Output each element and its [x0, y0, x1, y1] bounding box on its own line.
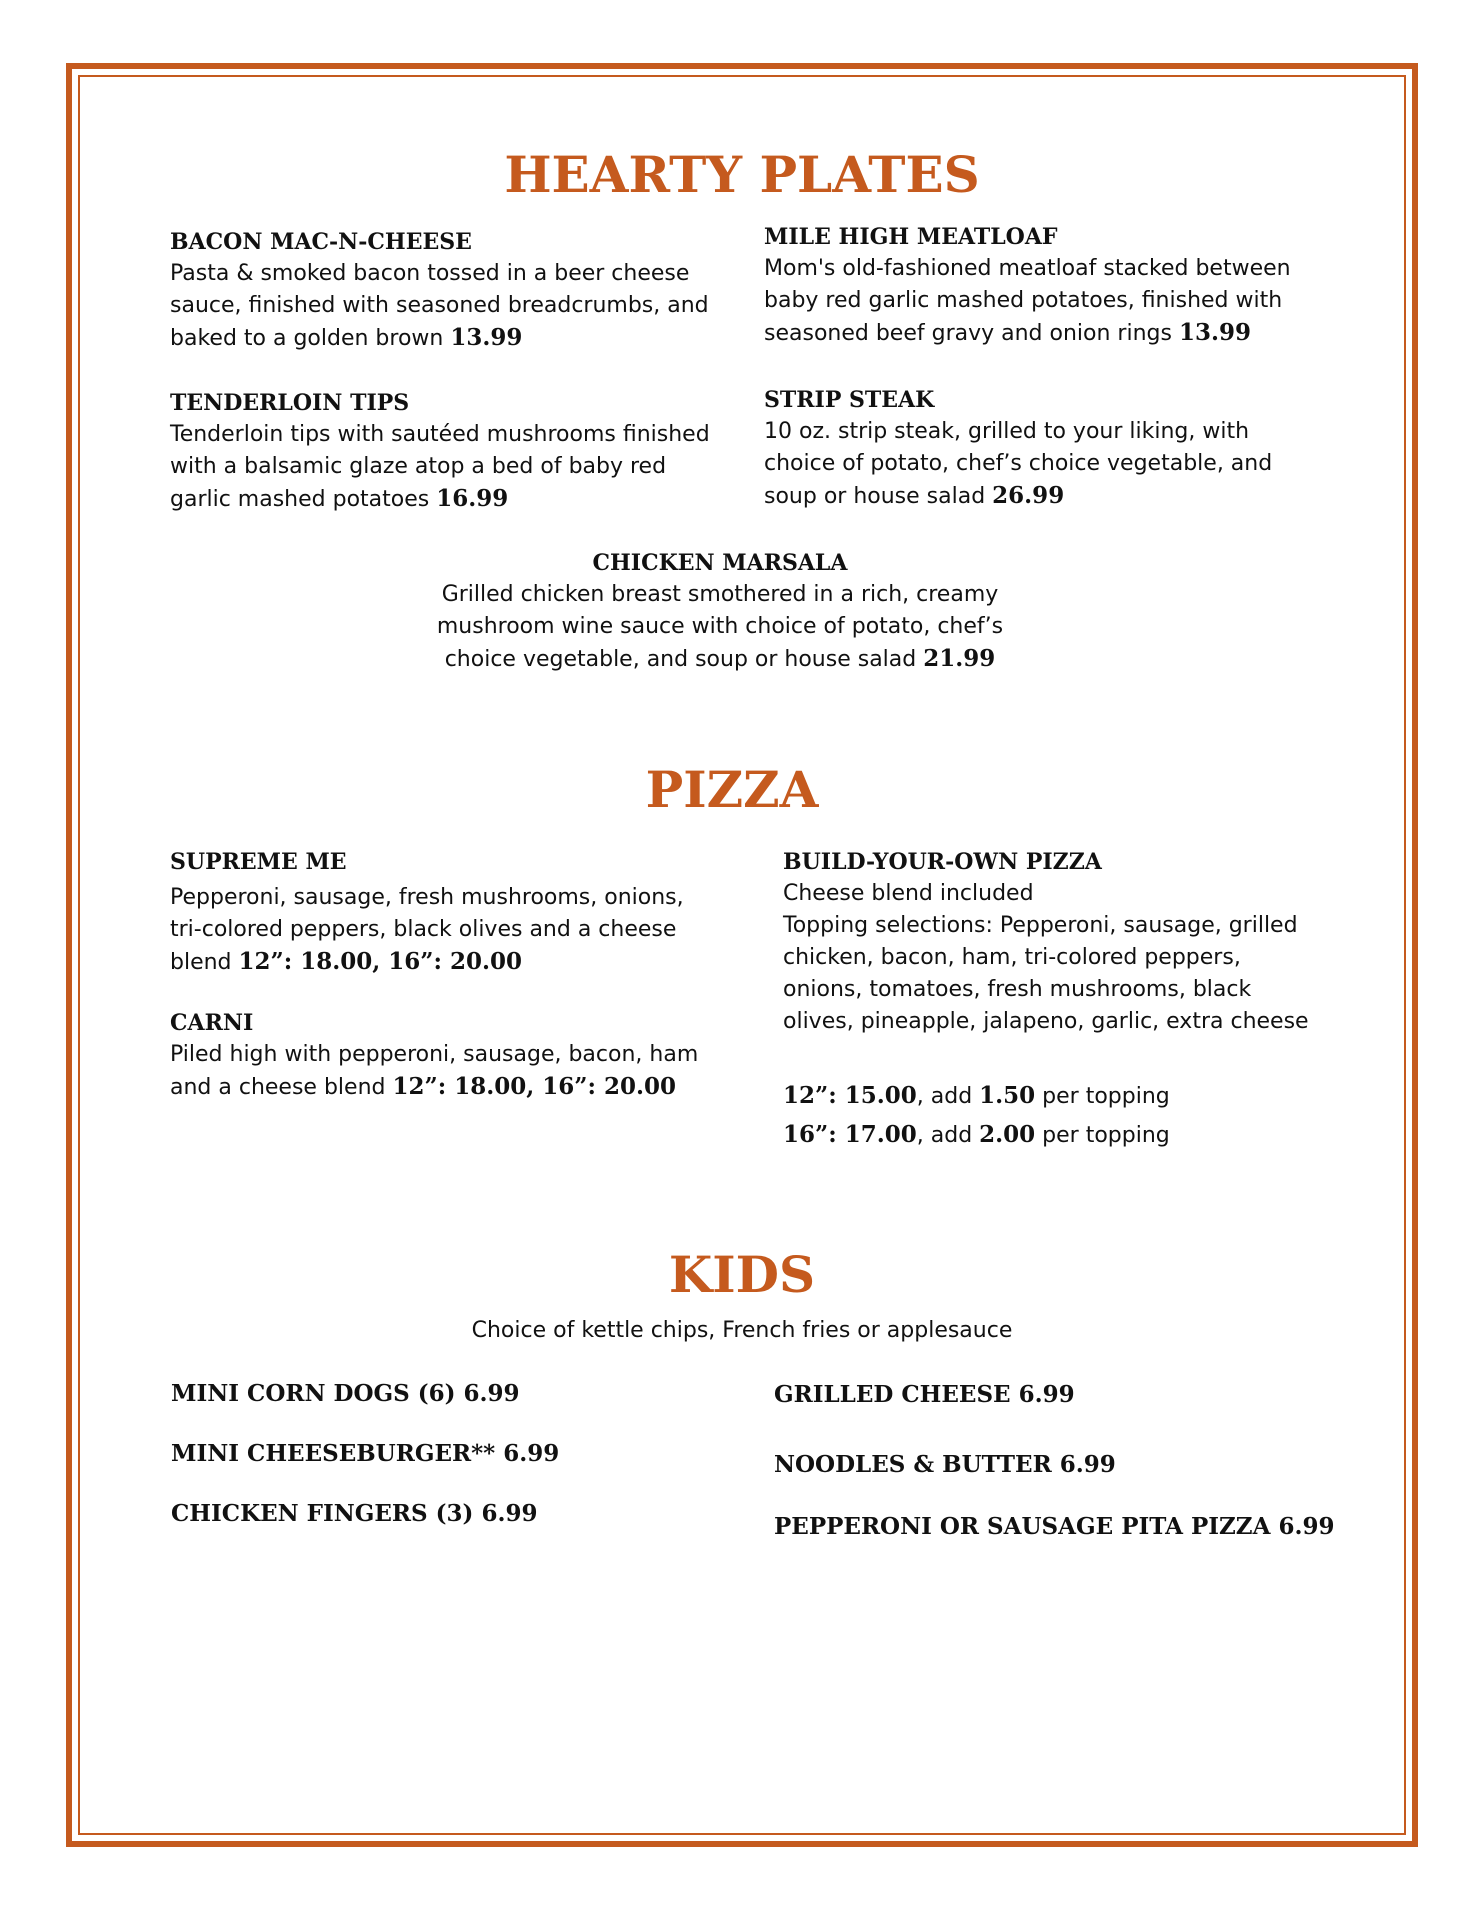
menu-item-carni [170, 1007, 710, 1104]
menu-item-bacon-mac-n-cheese [170, 226, 710, 355]
kids-subtitle: Choice of kettle chips, French fries or applesauce [471, 1318, 1013, 1343]
item-name: BACON MAC-N-CHEESE [170, 229, 472, 255]
kids-title: KIDS [668, 1245, 816, 1304]
item-description: 10 oz. strip steak, grilled to your liking, with choice of potato, chef’s choice vegetable, and soup or house salad [764, 419, 1273, 509]
pizza-title: PIZZA [645, 760, 819, 819]
menu-item-tenderloin-tips [170, 387, 710, 516]
byo-price-12: 12”: 15.00, add 1.50 per topping [783, 1082, 1170, 1109]
cheese-included-note: Cheese blend included [783, 881, 1034, 906]
hearty-plates-title: HEARTY PLATES [504, 145, 980, 204]
item-price: 13.99 [1178, 319, 1251, 346]
kids-item: GRILLED CHEESE 6.99 [774, 1381, 1075, 1408]
menu-item-chicken-marsala [430, 547, 1010, 676]
item-price: 13.99 [450, 324, 523, 351]
item-name: SUPREME ME [170, 849, 347, 875]
byo-price-16: 16”: 17.00, add 2.00 per topping [783, 1121, 1170, 1148]
item-description: Piled high with pepperoni, sausage, bacon, ham and a cheese blend [170, 1042, 699, 1100]
item-description: Pepperoni, sausage, fresh mushrooms, onions, tri-colored peppers, black olives and a cheese blend [170, 885, 684, 975]
item-description: Tenderloin tips with sautéed mushrooms finished with a balsamic glaze atop a bed of baby red garlic mashed potatoes [170, 422, 710, 512]
item-price: 21.99 [923, 645, 996, 672]
item-name: MILE HIGH MEATLOAF [764, 224, 1058, 250]
kids-item: CHICKEN FINGERS (3) 6.99 [171, 1500, 538, 1527]
menu-item-build-your-own-pizza [783, 846, 1313, 1152]
menu-item-supreme-me [170, 846, 710, 979]
item-name: CARNI [170, 1010, 254, 1036]
item-price: 16.99 [436, 485, 509, 512]
kids-item: PEPPERONI OR SAUSAGE PITA PIZZA 6.99 [774, 1513, 1335, 1540]
item-description: Pasta & smoked bacon tossed in a beer cheese sauce, finished with seasoned breadcrumbs, and baked to a golden brown [170, 261, 709, 351]
item-name: STRIP STEAK [764, 387, 935, 413]
item-name: TENDERLOIN TIPS [170, 390, 410, 416]
topping-selections: Topping selections: Pepperoni, sausage, grilled chicken, bacon, ham, tri-colored peppers, onions, tomatoes, fresh mushrooms, black olives, pineapple, jalapeno, garlic, extra cheese [783, 913, 1309, 1034]
item-description: Mom's old-fashioned meatloaf stacked between baby red garlic mashed potatoes, finished with seasoned beef gravy and onion rings [764, 256, 1291, 346]
item-price: 12”: 18.00, 16”: 20.00 [238, 948, 523, 975]
item-price: 12”: 18.00, 16”: 20.00 [392, 1073, 677, 1100]
item-description: Grilled chicken breast smothered in a rich, creamy mushroom wine sauce with choice of potato, chef’s choice vegetable, and soup or house salad [436, 582, 1004, 672]
item-name: CHICKEN MARSALA [592, 550, 848, 576]
kids-item: MINI CHEESEBURGER** 6.99 [171, 1440, 560, 1467]
menu-item-mile-high-meatloaf [764, 221, 1304, 350]
menu-item-strip-steak [764, 384, 1304, 513]
kids-item: MINI CORN DOGS (6) 6.99 [171, 1380, 520, 1407]
item-price: 26.99 [992, 482, 1065, 509]
item-name: BUILD-YOUR-OWN PIZZA [783, 849, 1102, 875]
kids-item: NOODLES & BUTTER 6.99 [774, 1451, 1116, 1478]
